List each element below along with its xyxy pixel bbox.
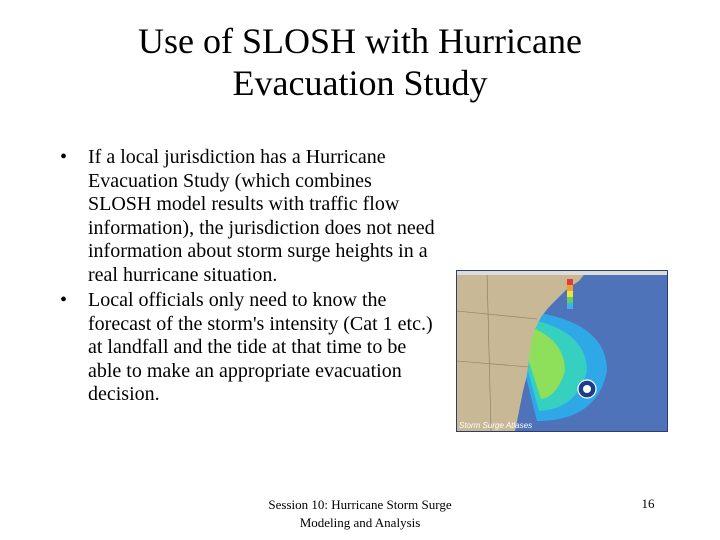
storm-surge-map	[456, 270, 668, 432]
bullet-list	[60, 146, 440, 409]
page-number: 16	[641, 496, 655, 511]
bullet-text: If a local jurisdiction has a Hurricane Evacuation Study (which combines SLOSH model results with traffic flow information), the jurisdiction does not need information about storm surge heights in a real hurricane situation.	[88, 146, 435, 286]
storm-surge-map-graphic	[457, 271, 667, 431]
slide-title	[60, 20, 660, 104]
footer-line-2: Modeling and Analysis	[299, 515, 421, 530]
bullet-icon: •	[60, 146, 68, 168]
map-caption: Storm Surge Atlases	[459, 421, 533, 430]
bullet-icon: •	[60, 289, 68, 311]
bullet-text: Local officials only need to know the forecast of the storm's intensity (Cat 1 etc.) at landfall and the tide at that time to be able to make an appropriate evacuation decision.	[88, 289, 433, 405]
title-line-1: Use of SLOSH with Hurricane	[138, 21, 582, 61]
bullet-item	[60, 146, 440, 287]
slide-footer	[240, 496, 480, 532]
title-line-2: Evacuation Study	[232, 63, 488, 103]
footer-line-1: Session 10: Hurricane Storm Surge	[268, 497, 452, 512]
bullet-item	[60, 289, 440, 407]
